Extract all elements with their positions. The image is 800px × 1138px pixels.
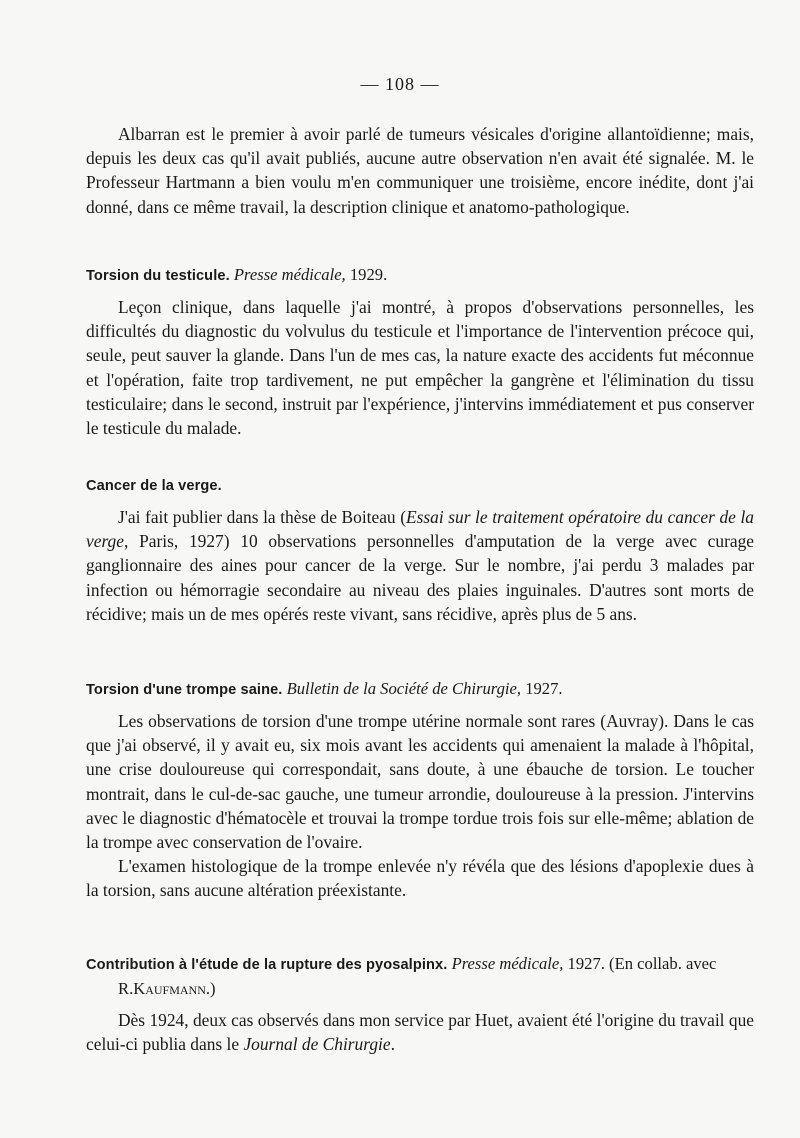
section-year: 1927. xyxy=(525,679,563,698)
section-source: Presse médicale, xyxy=(233,265,346,284)
section-year: 1929. xyxy=(349,265,388,284)
text-run: . xyxy=(390,1034,395,1055)
section-title: Cancer de la verge. xyxy=(86,478,222,494)
section-paragraph xyxy=(86,1008,754,1056)
section-source: Bulletin de la Société de Chirurgie, xyxy=(286,679,522,698)
collab-prefix: (En collab. avec R. xyxy=(118,954,717,998)
section-heading xyxy=(86,263,754,288)
intro-section xyxy=(86,122,754,219)
section-year: 1927. xyxy=(567,954,605,973)
collab-suffix: .) xyxy=(205,979,216,998)
text-run: J'ai fait publier dans la thèse de Boiteau ( xyxy=(118,507,406,527)
section-heading xyxy=(86,677,754,702)
section-torsion-testicule xyxy=(86,263,754,440)
intro-paragraph: Albarran est le premier à avoir parlé de tumeurs vésicales d'origine allantoïdienne; mais, depuis les deux cas qu'il avait publiés, aucune autre observation n'en avait été signalée. M. le Professeur Hartmann a bien voulu m'en communiquer une troisième, encore inédite, dont j'ai donné, dans ce même travail, la description clinique et anatomo-pathologique. xyxy=(86,124,754,217)
section-paragraph xyxy=(86,505,754,626)
section-title: Contribution à l'étude de la rupture des pyosalpinx. xyxy=(86,957,448,973)
section-heading xyxy=(86,473,754,498)
section-source: Presse médicale, xyxy=(451,954,564,973)
page-number: — 108 — xyxy=(360,74,440,94)
section-paragraph: Les observations de torsion d'une trompe utérine normale sont rares (Auvray). Dans le cas que j'ai observé, il y avait eu, six mois avant les accidents qui amenaient la malade à l'hôpital, une crise douloureuse qui correspondait, sans doute, à une ébauche de torsion. Le toucher montrait, dans le cul-de-sac gauche, une tumeur arrondie, douloureuse à la pression. J'intervins avec le diagnostic d'hématocèle et trouvai la trompe tordue trois fois sur elle-même; ablation de la trompe avec conservation de l'ovaire. xyxy=(86,711,754,853)
text-run: Dès 1924, deux cas observés dans mon service par Huet, avaient été l'origine du travail que celui-ci publia dans le xyxy=(86,1010,754,1055)
thesis-title: Essai sur le traitement opératoire du cancer de la verge xyxy=(86,507,754,552)
section-paragraph: L'examen histologique de la trompe enlevée n'y révéla que des lésions d'apoplexie dues à la torsion, sans aucune altération préexistante. xyxy=(86,856,754,901)
section-heading xyxy=(86,952,754,1001)
journal-title: Journal de Chirurgie xyxy=(243,1034,391,1055)
text-run: , Paris, 1927) 10 observations personnelles d'amputation de la verge avec curage ganglionnaire des aines pour cancer de la verge. Sur le nombre, j'ai perdu 3 malades par infection ou hémorragie secondaire au niveau des plaies inguinales. D'autres sont morts de récidive; mais un de mes opérés reste vivant, sans récidive, après plus de 5 ans. xyxy=(86,531,754,624)
section-paragraph: Leçon clinique, dans laquelle j'ai montré, à propos d'observations personnelles, les difficultés du diagnostic du volvulus du testicule et l'importance de l'intervention précoce qui, seule, peut sauver la glande. Dans l'un de mes cas, la nature exacte des accidents fut méconnue et l'opération, faite trop tardivement, ne put empêcher la gangrène et l'élimination du tissu testiculaire; dans le second, instruit par l'expérience, j'intervins immédiatement et pus conserver le testicule du malade. xyxy=(86,297,754,439)
section-torsion-trompe xyxy=(86,677,754,903)
section-title: Torsion d'une trompe saine. xyxy=(86,682,283,698)
section-rupture-pyosalpinx xyxy=(86,952,754,1056)
section-title: Torsion du testicule. xyxy=(86,268,230,284)
collab-name: Kaufmann xyxy=(133,979,206,998)
section-cancer-verge xyxy=(86,473,754,626)
